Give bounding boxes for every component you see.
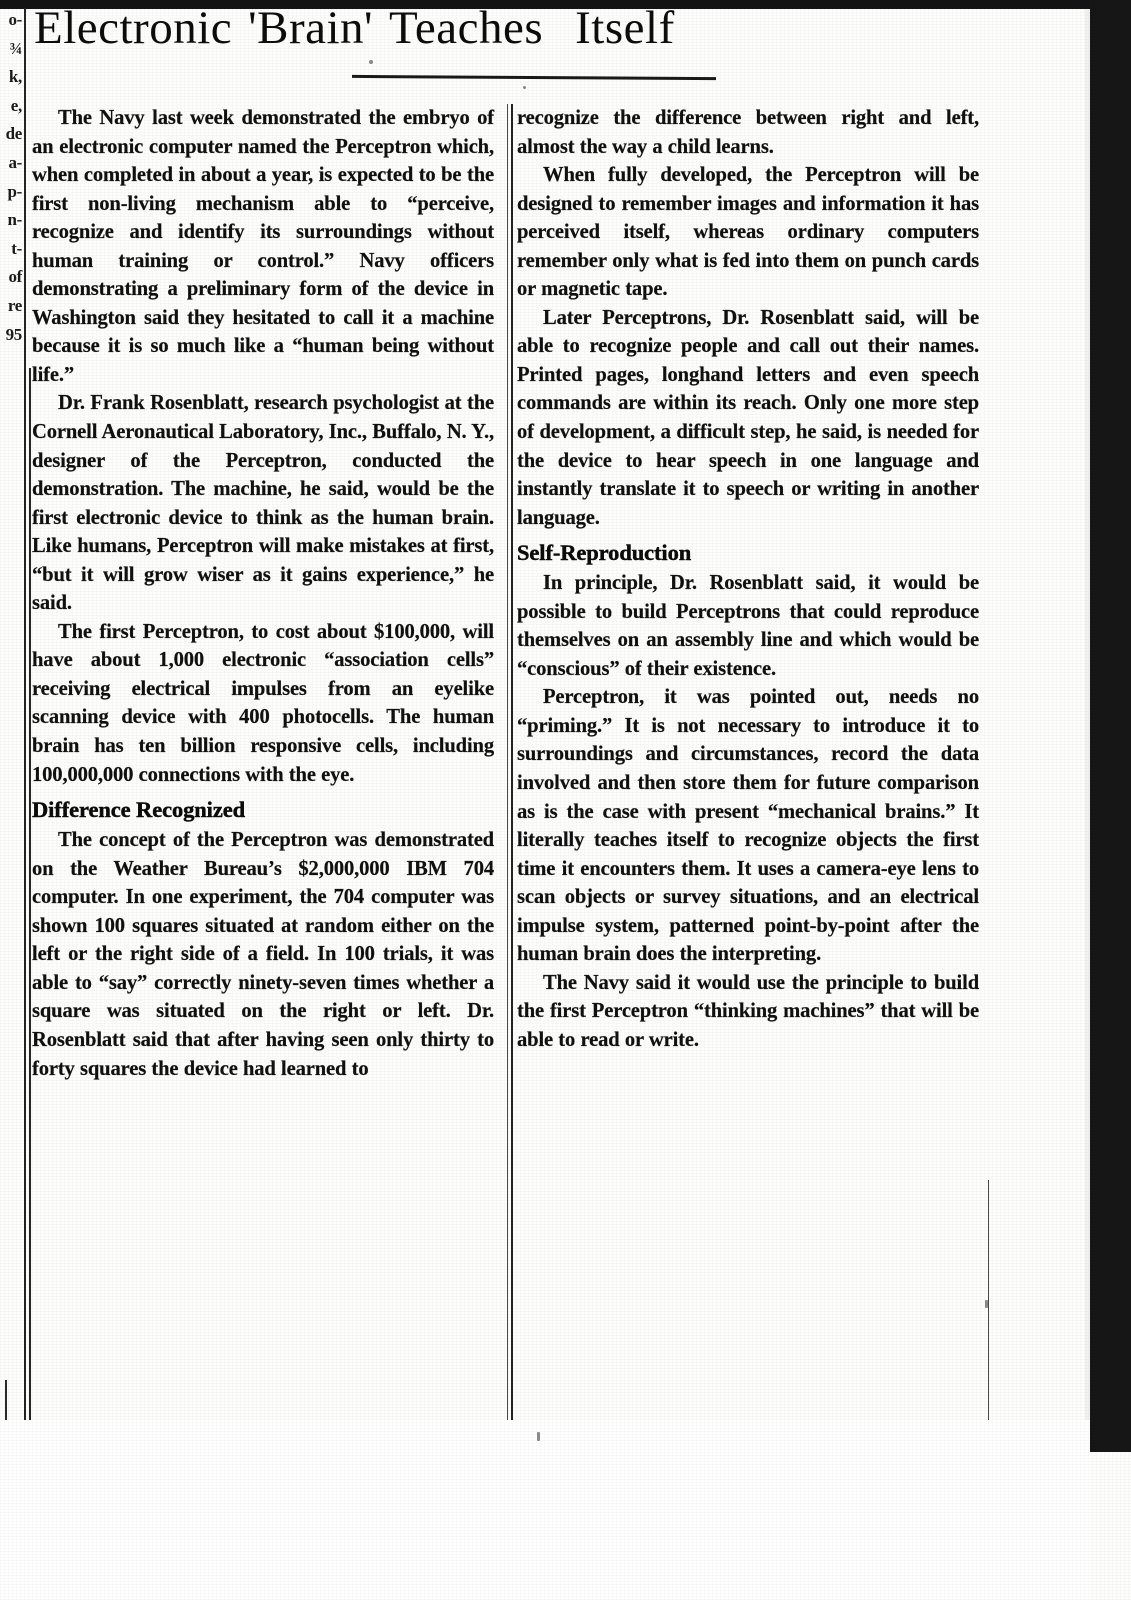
- sliver-fragment: e,: [10, 95, 22, 115]
- sliver-fragment: a-: [8, 152, 22, 172]
- sliver-fragment: o-: [8, 10, 22, 29]
- paragraph: The Navy last week demonstrated the embryo of an electronic computer named the Perceptron which, when completed in about a year, is expected to be the first non-living mechanism able to “perceive, recognize and identify its surroundings without human training or control.” Navy officers demonstrating a preliminary form of the device in Washington said they hesitated to call it a machine because it is so much like a “human being without life.”: [32, 107, 494, 386]
- sliver-fragment: of: [8, 267, 22, 287]
- subheading-self-reproduction: Self-Reproduction: [517, 540, 692, 566]
- scan-speck: [537, 1432, 540, 1441]
- paragraph: When fully developed, the Perceptron will be designed to remember images and information it has perceived itself, whereas ordinary computers remember only what is fed into them on punch cards or magnetic tape.: [517, 164, 979, 301]
- paragraph: The concept of the Perceptron was demonstrated on the Weather Bureau’s $2,000,000 IBM 704 computer. In one experiment, the 704 computer was shown 100 squares situated at random either on the left or the right side of a field. In 100 trials, it was able to “say” correctly ninety-seven times whether a square was situated on the right or left. Dr. Rosenblatt said that after having seen only thirty to forty squares the device had learned to: [32, 829, 494, 1080]
- sliver-fragment: de: [5, 124, 22, 144]
- sliver-fragment: t-: [11, 238, 22, 258]
- paragraph: The first Perceptron, to cost about $100,000, will have about 1,000 electronic “association cells” receiving electrical impulses from an eyelike scanning device with 400 photocells. The human brain has ten billion responsive cells, including 100,000,000 connections with the eye.: [32, 620, 494, 786]
- page-title: [30, 2, 990, 54]
- scan-edge-right: [1090, 0, 1131, 1452]
- scan-edge-right-inner: [1085, 9, 1090, 1452]
- article-column-right: [517, 104, 979, 1055]
- paragraph: Later Perceptrons, Dr. Rosenblatt said, will be able to recognize people and call out their names. Printed pages, longhand letters and even speech commands are within its reach. Only one more step of development, a difficult step, he said, is needed for the device to hear speech in one language and instantly translate it to speech or writing in another language.: [517, 306, 979, 529]
- paragraph: Perceptron, it was pointed out, needs no “priming.” It is not necessary to introduce it to surroundings and circumstances, record the data involved and then store them for future comparison as is the case with present “mechanical brains.” It literally teaches itself to recognize objects the first time it encounters them. It uses a camera-eye lens to scan objects or survey situations, and an electrical impulse system, patterned point-by-point after the human brain does the interpreting.: [517, 686, 979, 966]
- headline-word: Itself: [575, 2, 675, 54]
- sliver-fragment: ¾: [9, 38, 22, 58]
- adjacent-column-sliver: [0, 6, 24, 349]
- sliver-fragment: k,: [8, 67, 22, 87]
- paragraph-continued: recognize the difference between right and left, almost the way a child learns.: [517, 107, 979, 158]
- column-rule-left-outer: [24, 8, 26, 1420]
- sliver-fragment: p-: [7, 181, 22, 201]
- headline-container: [30, 2, 990, 54]
- paragraph: Dr. Frank Rosenblatt, research psychologist at the Cornell Aeronautical Laboratory, Inc., Buffalo, N. Y., designer of the Perceptron, conducted the demonstration. The machine, he said, would be the first electronic device to think as the human brain. Like humans, Perceptron will make mistakes at first, “but it will grow wiser as it gains experience,” he said.: [32, 392, 494, 615]
- headline-word: Teaches: [388, 2, 544, 54]
- paragraph: In principle, Dr. Rosenblatt said, it would be possible to build Perceptrons that could reproduce themselves on an assembly line and which would be “conscious” of their existence.: [517, 572, 979, 680]
- paragraph: The Navy said it would use the principle to build the first Perceptron “thinking machines” that will be able to read or write.: [517, 971, 979, 1051]
- scan-speck: [369, 60, 373, 64]
- blank-page-bottom: [0, 1420, 1090, 1600]
- headline-divider-rule: [352, 75, 716, 80]
- scan-speck: [523, 86, 526, 89]
- subheading-difference-recognized: Difference Recognized: [32, 797, 246, 823]
- article-column-left: [32, 104, 494, 1083]
- sliver-fragment: 95: [5, 324, 22, 344]
- scan-speck: [985, 1300, 988, 1308]
- clipping-corner-bracket: [5, 1380, 29, 1422]
- article: [30, 0, 990, 1440]
- sliver-fragment: n-: [7, 210, 22, 230]
- headline-word: Electronic: [34, 2, 233, 54]
- sliver-fragment: re: [7, 295, 22, 315]
- headline-word: 'Brain': [248, 2, 373, 54]
